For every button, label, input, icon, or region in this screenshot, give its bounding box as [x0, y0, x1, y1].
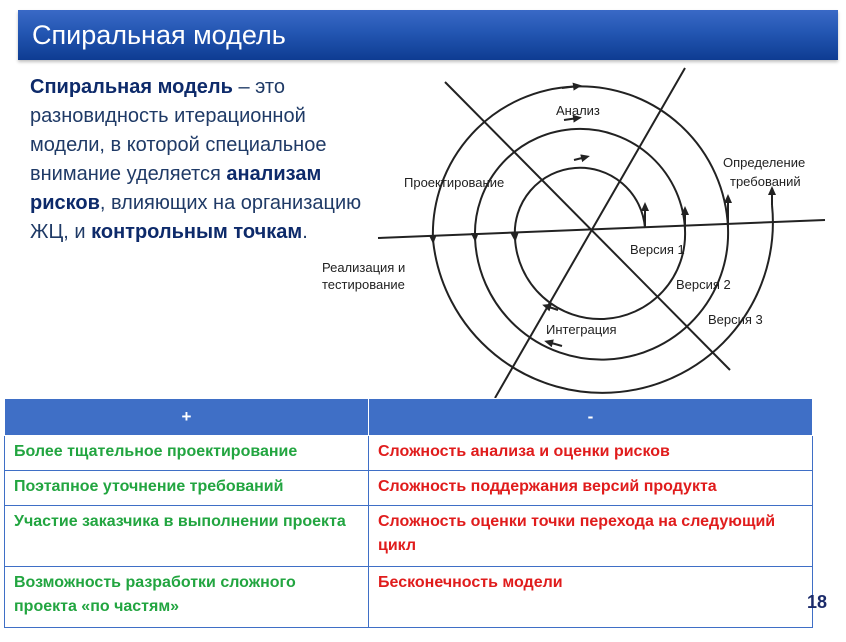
disadvantage-cell: Бесконечность модели	[369, 567, 813, 628]
table-row	[5, 506, 813, 567]
advantage-cell: Поэтапное уточнение требований	[5, 471, 369, 506]
slide-title: Спиральная модель	[32, 20, 286, 50]
intro-emphasis-risks: анализам рисков	[30, 163, 322, 214]
label-version-1: Версия 1	[630, 242, 685, 257]
arrow-top-inner	[574, 157, 586, 160]
label-version-2: Версия 2	[676, 277, 731, 292]
advantage-cell: Возможность разработки сложного проекта «по частям»	[5, 567, 369, 628]
disadvantage-cell: Сложность анализа и оценки рисков	[369, 436, 813, 471]
advantage-cell: Участие заказчика в выполнении проекта	[5, 506, 369, 567]
spiral-arc-4	[475, 228, 728, 360]
header-plus: +	[5, 399, 369, 436]
title-bar	[18, 10, 838, 60]
label-design: Проектирование	[404, 175, 505, 190]
intro-term: Спиральная модель	[30, 76, 233, 98]
intro-text-2: , влияющих на организацию ЖЦ, и	[30, 192, 362, 243]
label-requirements-2: требований	[730, 174, 801, 189]
label-integration: Интеграция	[546, 322, 617, 337]
axis-horizontal	[378, 220, 825, 238]
advantage-cell: Более тщательное проектирование	[5, 436, 369, 471]
table-row	[5, 436, 813, 471]
intro-text-1: – это разновидность итерационной модели, в которой специальное внимание уделяется	[30, 76, 327, 185]
label-requirements-1: Определение	[723, 155, 806, 170]
label-version-3: Версия 3	[708, 312, 763, 327]
intro-emphasis-checkpoints: контрольным точкам	[91, 221, 303, 243]
arrow-top-mid	[564, 118, 578, 120]
page-number: 18	[807, 592, 828, 612]
spiral-diagram	[300, 60, 840, 400]
table-row	[5, 567, 813, 628]
header-minus: -	[369, 399, 813, 436]
intro-text-3: .	[302, 221, 308, 243]
disadvantage-cell: Сложность поддержания версий продукта	[369, 471, 813, 506]
pros-cons-table	[4, 398, 812, 634]
disadvantage-cell: Сложность оценки точки перехода на следующий цикл	[369, 506, 813, 567]
arrow-bottom-2	[548, 342, 562, 346]
table-row	[5, 471, 813, 506]
label-implementation-2: тестирование	[322, 277, 405, 292]
label-analysis: Анализ	[556, 103, 600, 118]
label-implementation-1: Реализация и	[322, 260, 406, 275]
